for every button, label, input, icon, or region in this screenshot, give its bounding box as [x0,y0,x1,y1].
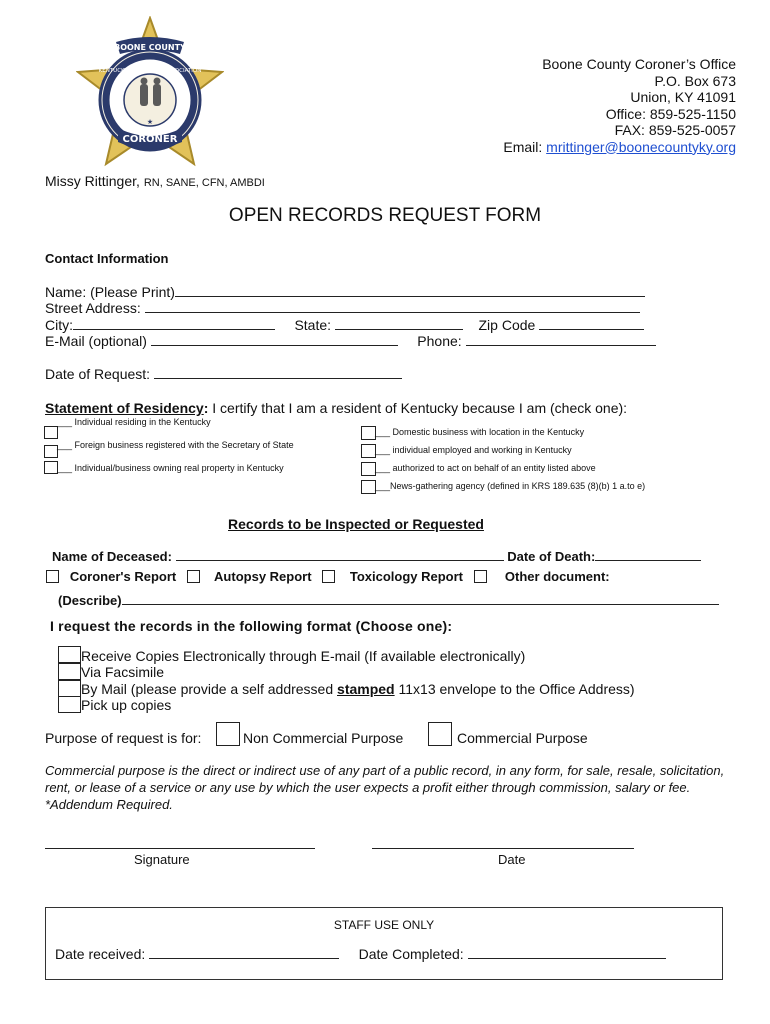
non-commercial-checkbox[interactable] [216,722,240,746]
state-label: State: [294,317,332,333]
city-field[interactable] [73,317,275,330]
residency-colon: : [203,400,209,416]
residency-checkbox-foreign-business[interactable] [44,445,58,458]
coroners-report-checkbox[interactable] [46,570,59,583]
office-address-block [503,56,736,155]
toxicology-report-checkbox[interactable] [322,570,335,583]
residency-checkbox-individual[interactable] [44,426,58,439]
date-request-field[interactable] [154,366,402,379]
residency-checkbox-domestic[interactable] [361,426,376,440]
form-title: OPEN RECORDS REQUEST FORM [228,205,542,226]
staff-use-box [45,907,723,980]
residency-option-foreign-business: ___ Foreign business registered with the Secretary of State [57,440,294,450]
residency-checkbox-property[interactable] [44,461,58,474]
non-commercial-label: Non Commercial Purpose [243,730,404,746]
autopsy-report-checkbox[interactable] [187,570,200,583]
other-document-checkbox[interactable] [474,570,487,583]
death-date-field[interactable] [595,548,701,561]
date-completed-field[interactable] [468,946,666,959]
coroner-credentials: RN, SANE, CFN, AMBDI [143,177,265,189]
signature-line[interactable] [45,848,315,849]
format-mail-row [81,681,635,697]
residency-option-employed: ___ individual employed and working in Kentucky [375,445,572,455]
logo-banner-text: CORONER [122,134,178,145]
name-label: Name: (Please Print) [45,284,175,300]
residency-text: I certify that I am a resident of Kentucky because I am (check one): [208,400,628,416]
email-row [45,333,656,349]
toxicology-report-label: Toxicology Report [349,569,463,584]
date-completed-label: Date Completed: [358,946,464,962]
date-received-label: Date received: [55,946,146,962]
office-name: Boone County Coroner’s Office [542,56,736,72]
format-mail-rest: 11x13 envelope to the Office Address) [394,681,635,697]
purpose-label: Purpose of request is for: [45,730,202,746]
residency-option-individual: ___ Individual residing in the Kentucky [57,417,211,427]
format-mail-stamped: stamped [337,681,395,697]
date-request-label: Date of Request: [45,366,151,382]
residency-heading: Statement of Residency [45,400,204,416]
office-email-label: Email: [503,138,543,155]
records-heading: Records to be Inspected or Requested [228,516,484,532]
residency-option-authorized: ___ authorized to act on behalf of an entity listed above [375,463,596,473]
signature-label: Signature [134,852,190,867]
name-row [45,284,645,300]
office-email-link[interactable]: mrittinger@boonecountyky.org [546,138,736,155]
coroner-name-line [45,173,265,189]
coroner-name: Missy Rittinger, [45,173,140,189]
office-phone: Office: 859-525-1150 [605,105,736,122]
residency-checkbox-authorized[interactable] [361,462,376,476]
describe-row [58,592,719,608]
format-email-label: Receive Copies Electronically through E-mail (If available electronically) [81,648,526,664]
format-fax-label: Via Facsimile [81,664,164,680]
name-field[interactable] [175,284,645,297]
street-row [45,300,640,316]
date-received-field[interactable] [149,946,339,959]
office-po-box: P.O. Box 673 [654,72,736,89]
format-mail-checkbox[interactable] [58,680,81,697]
residency-statement [45,400,627,416]
logo-top-text: BOONE COUNTY [114,43,186,52]
deceased-row [52,548,701,564]
city-row [45,317,644,333]
email-field[interactable] [151,333,398,346]
phone-field[interactable] [466,333,656,346]
zip-field[interactable] [539,317,644,330]
office-city: Union, KY 41091 [630,89,736,105]
signature-date-label: Date [498,852,526,867]
contact-heading: Contact Information [45,251,169,266]
format-fax-checkbox[interactable] [58,663,81,680]
other-document-label: Other document: [504,569,610,584]
deceased-label: Name of Deceased: [52,549,172,564]
email-label: E-Mail (optional) [45,333,147,349]
autopsy-report-label: Autopsy Report [214,569,312,584]
office-email-row [503,139,736,156]
state-field[interactable] [335,317,463,330]
describe-label: (Describe) [58,593,122,608]
residency-option-domestic: ___ Domestic business with location in the Kentucky [375,427,585,437]
residency-checkbox-employed[interactable] [361,444,376,458]
format-email-checkbox[interactable] [58,646,81,663]
format-mail-label: By Mail (please provide a self addressed [81,681,334,697]
commercial-label: Commercial Purpose [457,730,588,746]
format-pickup-checkbox[interactable] [58,696,81,713]
describe-field[interactable] [122,592,719,605]
record-types-row [46,569,610,584]
deceased-field[interactable] [176,548,504,561]
street-label: Street Address: [45,300,141,316]
date-request-row [45,366,402,382]
residency-option-news: ___News-gathering agency (defined in KRS 189.635 (8)(b) 1 a.to e) [375,481,646,491]
commercial-purpose-note: Commercial purpose is the direct or indirect use of any part of a public record, in any form, for sale, resale, solicitation, rent, or lease of a service or any use by which the user expects a profit either through commission, salary or fee. *Addendum Required. [45,763,725,812]
death-date-label: Date of Death: [507,549,596,564]
street-field[interactable] [145,300,640,313]
logo-ring-text: KENTUCKY CORONER'S ASSOCIATION [98,68,202,74]
office-fax: FAX: 859-525-0057 [614,122,736,138]
commercial-checkbox[interactable] [428,722,452,746]
date-received-row [55,946,666,962]
coroner-badge-logo [76,16,224,168]
city-label: City: [45,317,73,333]
coroners-report-label: Coroner's Report [69,569,177,584]
signature-date-line[interactable] [372,848,634,849]
residency-checkbox-news[interactable] [361,480,376,494]
format-heading: I request the records in the following format (Choose one): [50,618,453,634]
staff-use-heading: STAFF USE ONLY [333,918,435,932]
phone-label: Phone: [417,333,462,349]
zip-label: Zip Code [478,317,536,333]
svg-text:★: ★ [146,119,154,126]
residency-option-property: ___ Individual/business owning real property in Kentucky [57,463,284,473]
format-pickup-label: Pick up copies [81,697,172,713]
